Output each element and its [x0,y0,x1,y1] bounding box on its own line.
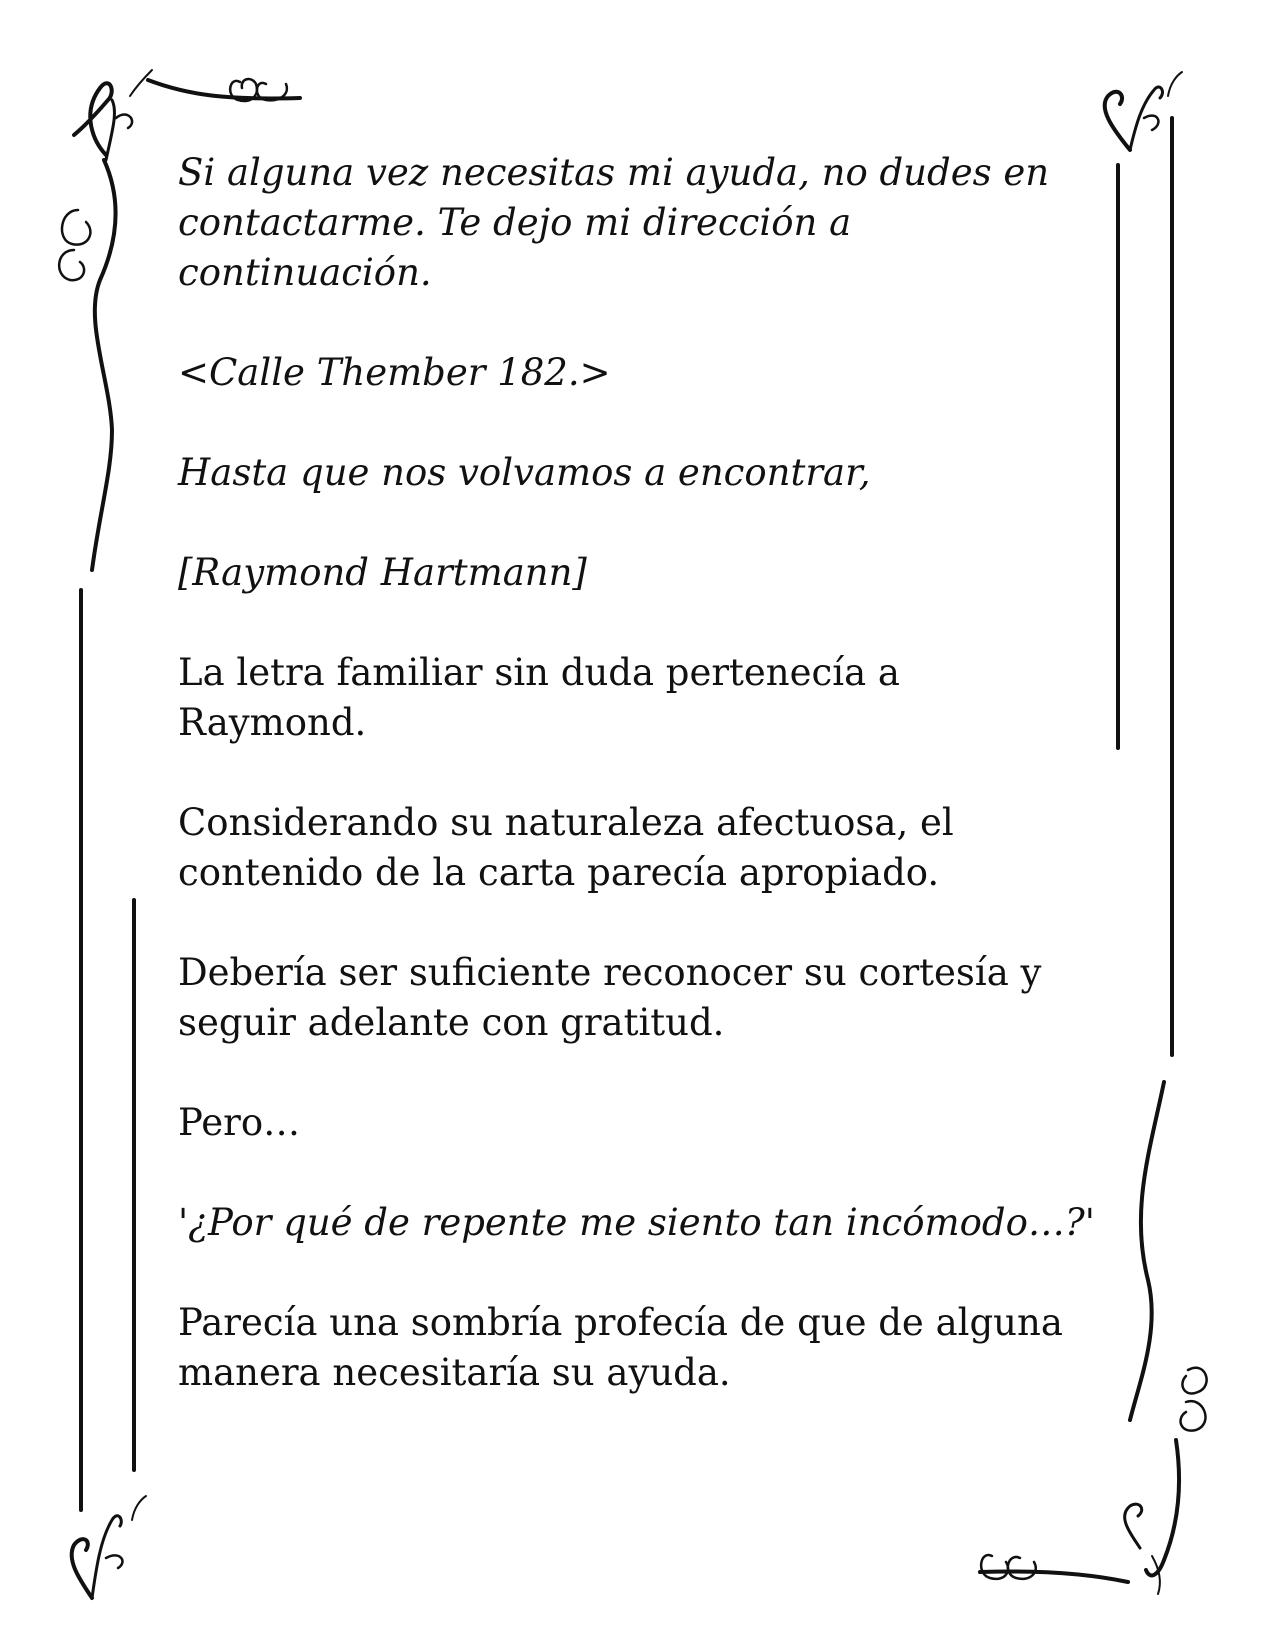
bottom-left-flourish-icon [72,1496,146,1598]
letter-paragraph-offer: Si alguna vez necesitas mi ayuda, no dudes en contactarme. Te dejo mi dirección a continuación. [178,151,1050,294]
letter-signature: [Raymond Hartmann] [178,551,587,594]
narration-nature: Considerando su naturaleza afectuosa, el contenido de la carta parecía apropiado. [178,801,954,894]
narration-handwriting: La letra familiar sin duda pertenecía a Raymond. [178,651,900,744]
narration-gratitude: Debería ser suficiente reconocer su cortesía y seguir adelante con gratitud. [178,951,1042,1044]
narration-prophecy: Parecía una sombría profecía de que de alguna manera necesitaría su ayuda. [178,1301,1063,1394]
letter-address: <Calle Thember 182.> [178,351,611,394]
inner-thought: '¿Por qué de repente me siento tan incómodo…?' [178,1201,1095,1244]
narration-but: Pero… [178,1101,301,1144]
top-right-flourish-icon [1105,72,1182,150]
letter-closing: Hasta que nos volvamos a encontrar, [178,451,871,494]
letter-text [178,148,1098,1448]
